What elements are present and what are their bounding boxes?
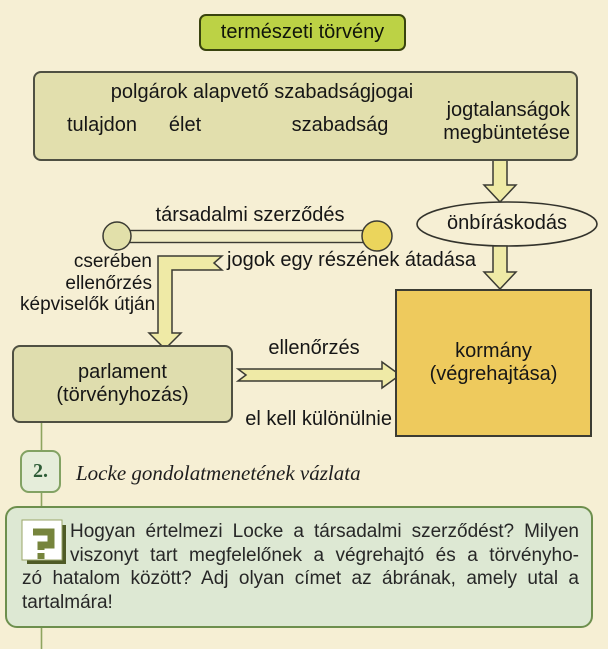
- social-contract-label: társadalmi szerződés: [155, 204, 345, 226]
- rights-item-freedom: szabadság: [291, 114, 389, 136]
- rights-item-punishment-line1: jogtalanságok: [446, 99, 570, 121]
- parliament-label: parlament: [78, 361, 167, 383]
- contract-party-circle-left: [103, 222, 131, 250]
- question-box: [5, 506, 593, 628]
- basic-rights-box: [33, 71, 578, 161]
- in-exchange-line3: képviselők útján: [20, 294, 156, 315]
- rights-item-punishment-line2: megbüntetése: [443, 122, 570, 144]
- parliament-sublabel: (törvényhozás): [56, 384, 189, 406]
- rights-transfer-label: jogok egy részének átadása: [227, 249, 477, 271]
- in-exchange-line2: ellenőrzés: [65, 272, 152, 294]
- government-sublabel: (végrehajtása): [429, 363, 558, 385]
- government-box: [395, 289, 592, 437]
- figure-caption: Locke gondolatmenetének vázlata: [76, 461, 361, 485]
- rights-box-title: polgárok alapvető szabadságjogai: [110, 81, 414, 103]
- question-text: [22, 520, 579, 614]
- rights-item-punishment: [443, 99, 570, 145]
- question-line: zó hatalom között? Adj olyan címet az ábrának, amely utal a: [22, 568, 579, 589]
- arrow-parliament-to-government: [238, 362, 400, 388]
- question-line: Hogyan értelmezi Locke a társadalmi szerződést? Milyen: [70, 521, 579, 542]
- figure-number: 2.: [33, 460, 48, 482]
- question-line: viszonyt tart megfelelőnek a végrehajtó és a törvényho-: [70, 544, 579, 566]
- contract-party-circle-right: [362, 221, 392, 251]
- vigilantism-label: önbíráskodás: [446, 212, 568, 234]
- natural-law-label: természeti törvény: [220, 21, 385, 43]
- separation-label: el kell különülnie: [245, 408, 392, 430]
- in-exchange-label: [20, 251, 156, 316]
- in-exchange-line1: cserében: [73, 251, 152, 272]
- control-label: ellenőrzés: [268, 337, 360, 359]
- government-label: kormány: [455, 340, 532, 362]
- arrow-rights-transfer-to-parliament: [149, 256, 222, 349]
- rights-item-life: élet: [168, 114, 202, 136]
- natural-law-box: [199, 14, 406, 51]
- rights-item-property: tulajdon: [66, 114, 138, 136]
- question-line: tartalmára!: [22, 591, 113, 613]
- arrow-vigilantism-to-government: [484, 246, 516, 289]
- parliament-box: [12, 345, 233, 423]
- figure-number-badge: [20, 450, 61, 493]
